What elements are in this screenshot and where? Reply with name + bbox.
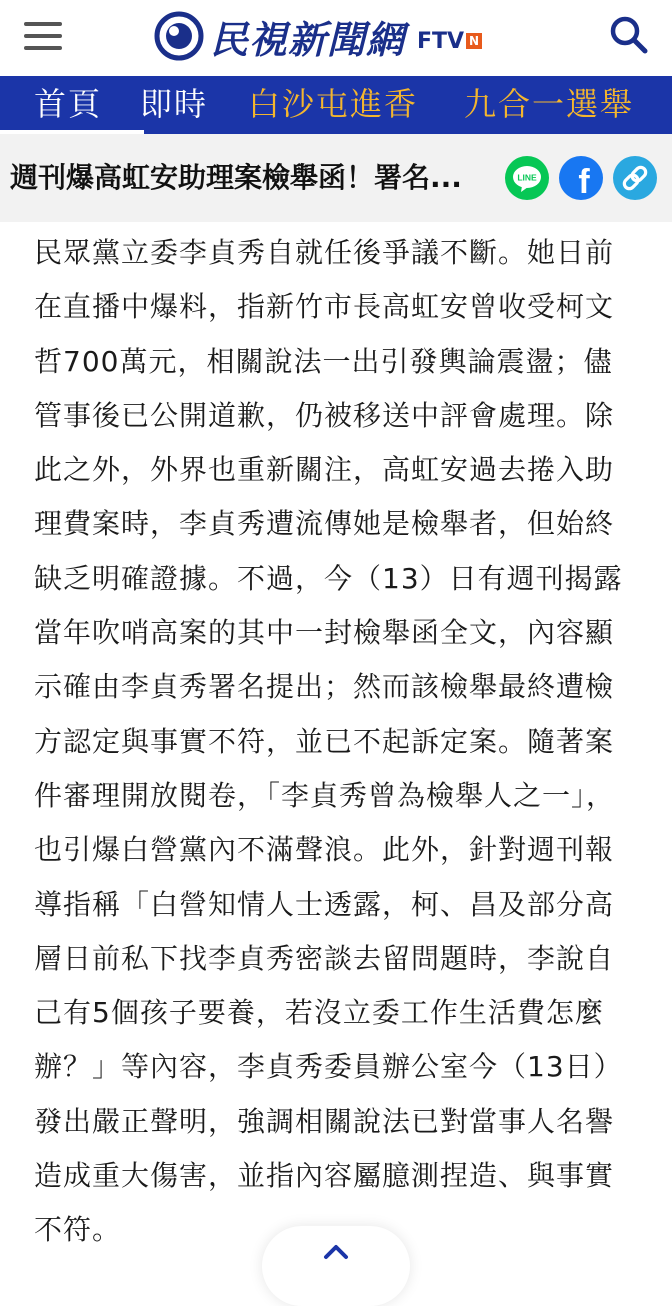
ftv-logo-icon: [154, 11, 204, 61]
facebook-icon-text: f: [578, 163, 590, 200]
line-icon: [505, 156, 549, 200]
menu-icon[interactable]: [24, 20, 62, 52]
article-line: 造成重大傷害，並指內容屬臆測捏造、與事實: [34, 1159, 615, 1193]
article-line: 在直播中爆料，指新竹市長高虹安曾收受柯文: [34, 290, 615, 324]
facebook-share-button[interactable]: [559, 156, 603, 200]
article-line: 件審理開放閱卷，「李貞秀曾為檢舉人之一」，: [34, 778, 616, 812]
nav-item-realtime[interactable]: 即時: [140, 85, 209, 123]
category-nav: [0, 76, 672, 134]
article-line: 發出嚴正聲明，強調相關說法已對當事人名譽: [34, 1104, 615, 1138]
article-line: 示確由李貞秀署名提出；然而該檢舉最終遭檢: [34, 670, 615, 704]
back-to-top-button[interactable]: [262, 1226, 410, 1306]
article-line: 缺乏明確證據。不過，今（13）日有週刊揭露: [34, 561, 623, 595]
article-line: 此之外，外界也重新關注，高虹安過去捲入助: [34, 453, 615, 487]
link-icon: [613, 156, 657, 200]
article-line: 當年吹哨高案的其中一封檢舉函全文，內容顯: [34, 616, 615, 650]
article-body: [34, 226, 634, 1258]
article-line: 不符。: [34, 1213, 122, 1247]
logo-ftv: [417, 29, 482, 54]
facebook-icon: [559, 156, 603, 200]
logo-text: 民視新聞網: [210, 17, 406, 62]
article-line: 也引爆白營黨內不滿聲浪。此外，針對週刊報: [34, 833, 615, 867]
chevron-up-icon: [322, 1242, 350, 1262]
article-line: 方認定與事實不符，並已不起訴定案。隨著案: [34, 724, 615, 758]
line-icon-text: LINE: [517, 172, 537, 183]
nav-item-baishatun[interactable]: 白沙屯進香: [248, 85, 419, 123]
line-share-button[interactable]: [505, 156, 549, 200]
copy-link-button[interactable]: [613, 156, 657, 200]
article-line: 管事後已公開道歉，仍被移送中評會處理。除: [34, 398, 615, 432]
logo-n-badge: N: [466, 33, 482, 49]
article-title: 週刊爆高虹安助理案檢舉函！署名...: [10, 161, 462, 194]
article-line: 己有5個孩子要養，若沒立委工作生活費怎麼: [34, 996, 604, 1030]
search-icon[interactable]: [608, 14, 650, 56]
article-line: 理費案時，李貞秀遭流傳她是檢舉者，但始終: [34, 507, 615, 541]
article-line: 民眾黨立委李貞秀自就任後爭議不斷。她日前: [34, 236, 615, 269]
nav-item-election[interactable]: 九合一選舉: [464, 85, 635, 123]
article-line: 導指稱「白營知情人士透露，柯、昌及部分高: [34, 887, 615, 921]
site-logo[interactable]: [154, 10, 482, 62]
logo-ftv-text: FTV: [417, 28, 465, 54]
article-line: 層日前私下找李貞秀密談去留問題時，李說自: [34, 941, 615, 975]
article-line: 哲700萬元，相關說法一出引發輿論震盪；儘: [34, 344, 613, 378]
article-line: 辦？」等內容，李貞秀委員辦公室今（13日）: [34, 1050, 623, 1084]
nav-item-home[interactable]: 首頁: [34, 85, 103, 123]
site-header: [0, 0, 672, 76]
